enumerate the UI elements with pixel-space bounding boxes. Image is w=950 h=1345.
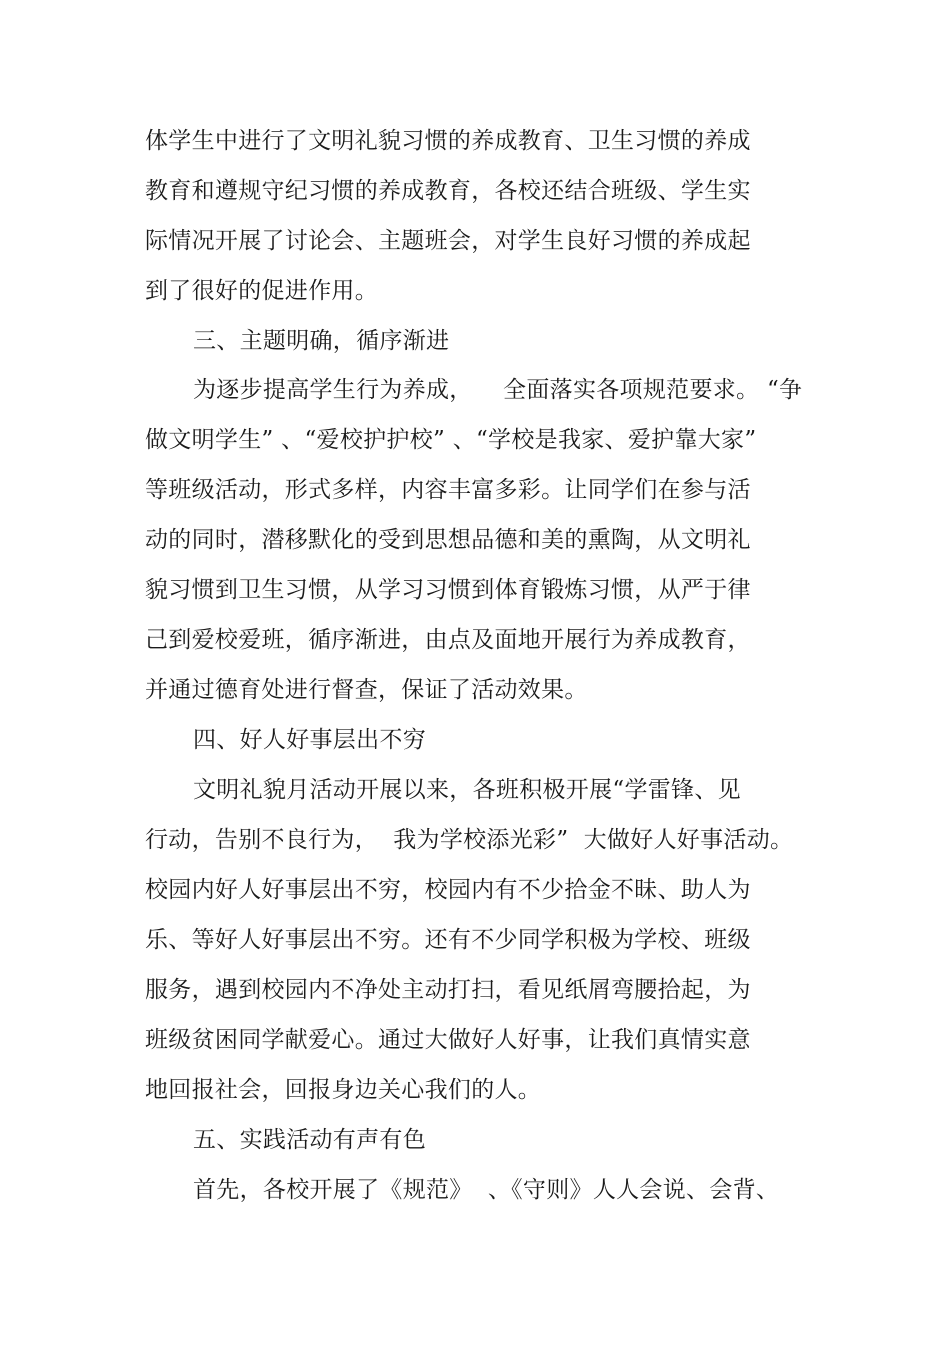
text-line: 为逐步提高学生行为养成， 全面落实各项规范要求。 “争 [193, 377, 803, 403]
text-line: 动的同时，潜移默化的受到思想品德和美的熏陶，从文明礼 [145, 527, 751, 553]
text-line: 行动，告别不良行为， 我为学校添光彩” 大做好人好事活动。 [145, 827, 794, 853]
text-line: 首先，各校开展了《规范》 、《守则》人人会说、会背、 [193, 1177, 780, 1203]
text-line: 地回报社会，回报身边关心我们的人。 [145, 1077, 542, 1103]
text-line: 做文明学生” 、“爱校护护校” 、“学校是我家、爱护靠大家” [145, 427, 757, 453]
section-heading: 五、实践活动有声有色 [193, 1127, 426, 1153]
text-line: 校园内好人好事层出不穷，校园内有不少拾金不昧、助人为 [145, 877, 751, 903]
text-line: 文明礼貌月活动开展以来，各班积极开展“学雷锋、见 [193, 777, 741, 803]
text-line: 貌习惯到卫生习惯，从学习习惯到体育锻炼习惯，从严于律 [145, 577, 751, 603]
section-heading: 四、好人好事层出不穷 [193, 727, 426, 753]
text-line: 到了很好的促进作用。 [145, 278, 378, 304]
text-line: 乐、等好人好事层出不穷。还有不少同学积极为学校、班级 [145, 927, 751, 953]
text-line: 教育和遵规守纪习惯的养成教育，各校还结合班级、学生实 [145, 178, 751, 204]
text-line: 己到爱校爱班，循序渐进，由点及面地开展行为养成教育， [145, 627, 751, 653]
text-line: 等班级活动，形式多样，内容丰富多彩。让同学们在参与活 [145, 477, 751, 503]
text-line: 体学生中进行了文明礼貌习惯的养成教育、卫生习惯的养成 [145, 128, 751, 154]
section-heading: 三、主题明确，循序渐进 [193, 328, 450, 354]
text-line: 班级贫困同学献爱心。通过大做好人好事，让我们真情实意 [145, 1027, 751, 1053]
text-line: 服务，遇到校园内不净处主动打扫，看见纸屑弯腰拾起，为 [145, 977, 751, 1003]
text-line: 际情况开展了讨论会、主题班会，对学生良好习惯的养成起 [145, 228, 751, 254]
text-line: 并通过德育处进行督查，保证了活动效果。 [145, 677, 588, 703]
